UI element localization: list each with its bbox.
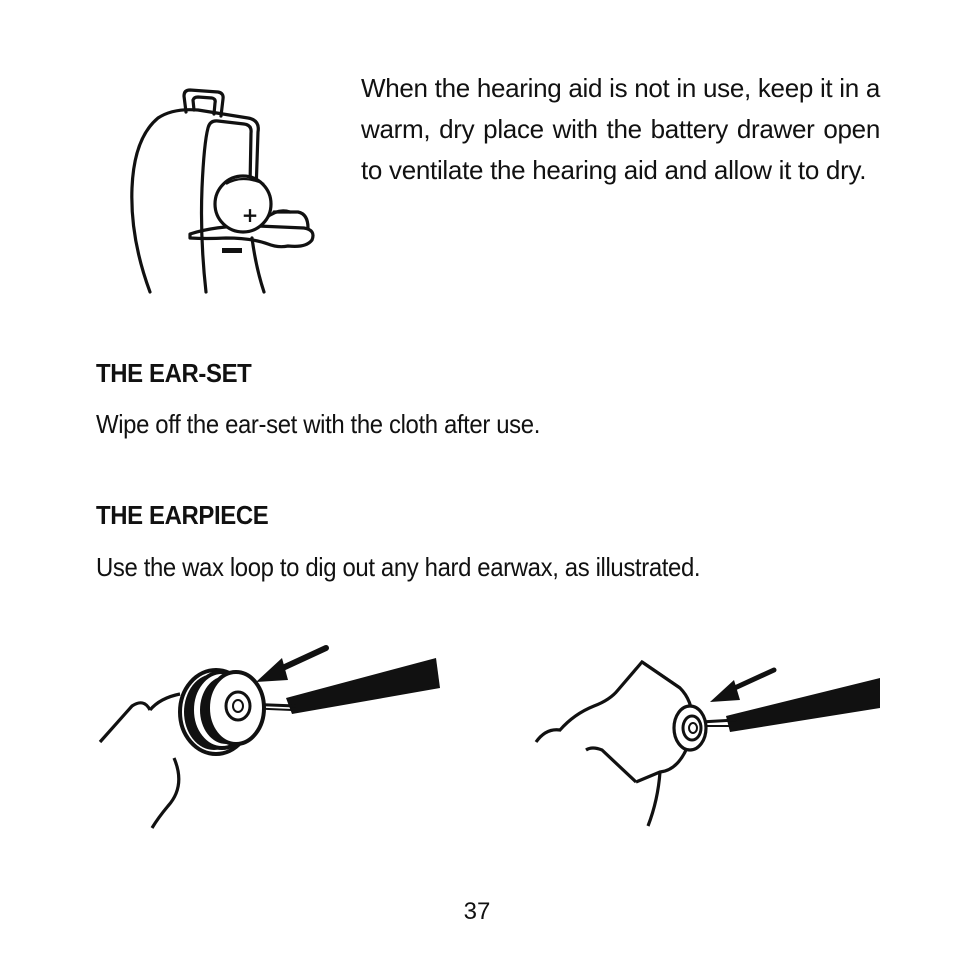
- battery-plus-symbol: +: [241, 203, 259, 227]
- hearing-aid-icon: [128, 88, 328, 298]
- wax-loop-earpiece-icon: [530, 660, 884, 828]
- intro-paragraph: When the hearing aid is not in use, keep it in a warm, dry place with the battery drawer open to ventilate the hearing aid and allow it to dry.: [361, 73, 880, 185]
- section-heading-earpiece: THE EARPIECE: [96, 500, 269, 530]
- section-body-ear-set: Wipe off the ear-set with the cloth after use.: [96, 409, 541, 439]
- page-number: 37: [463, 898, 491, 925]
- earset-wax-loop-illustration: [96, 636, 444, 828]
- wax-loop-earset-icon: [96, 636, 444, 828]
- section-body-earpiece: Use the wax loop to dig out any hard earwax, as illustrated.: [96, 552, 701, 582]
- section-heading-ear-set: THE EAR-SET: [96, 358, 252, 388]
- earpiece-wax-loop-illustration: [530, 660, 884, 828]
- hearing-aid-battery-drawer-illustration: [128, 88, 328, 298]
